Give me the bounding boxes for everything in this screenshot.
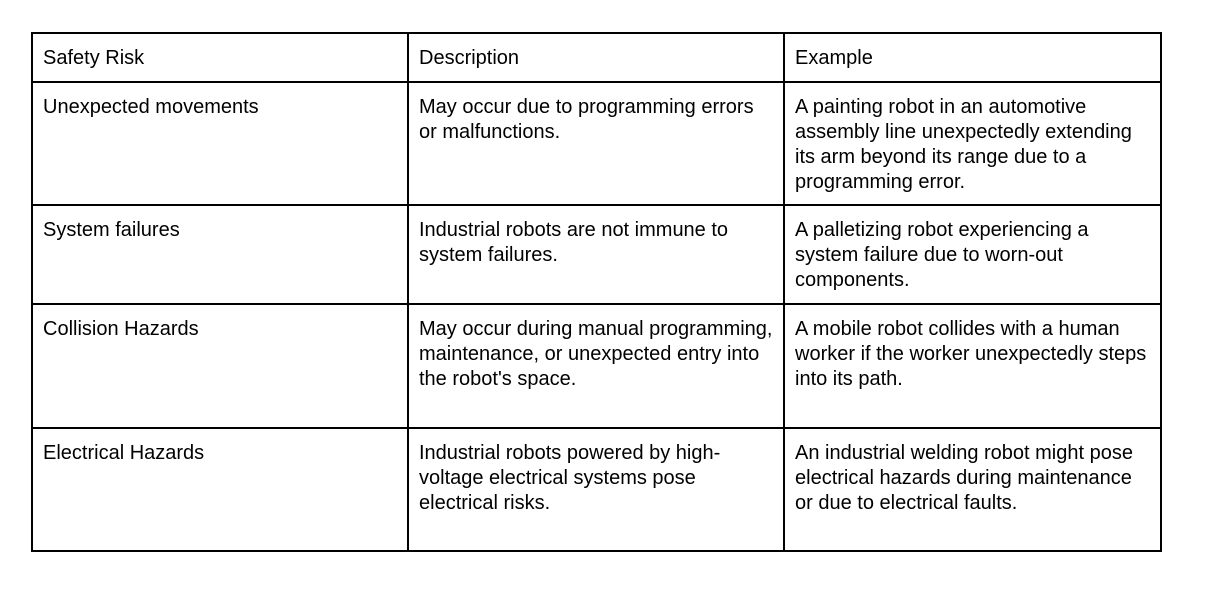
cell-description: May occur during manual programming, maintenance, or unexpected entry into the robot's space. [408,304,784,428]
cell-description: May occur due to programming errors or malfunctions. [408,82,784,205]
cell-risk: Electrical Hazards [32,428,408,551]
cell-example: An industrial welding robot might pose electrical hazards during maintenance or due to electrical faults. [784,428,1161,551]
cell-example: A painting robot in an automotive assembly line unexpectedly extending its arm beyond its range due to a programming error. [784,82,1161,205]
header-safety-risk: Safety Risk [32,33,408,82]
header-example: Example [784,33,1161,82]
cell-risk: Collision Hazards [32,304,408,428]
safety-risk-table [31,32,1162,552]
cell-risk: Unexpected movements [32,82,408,205]
table-row [32,428,1161,551]
cell-description: Industrial robots powered by high-voltage electrical systems pose electrical risks. [408,428,784,551]
cell-risk: System failures [32,205,408,304]
header-description: Description [408,33,784,82]
cell-example: A palletizing robot experiencing a system failure due to worn-out components. [784,205,1161,304]
cell-example: A mobile robot collides with a human worker if the worker unexpectedly steps into its path. [784,304,1161,428]
table-row [32,205,1161,304]
table-row [32,82,1161,205]
table-row [32,304,1161,428]
table-header-row [32,33,1161,82]
cell-description: Industrial robots are not immune to system failures. [408,205,784,304]
